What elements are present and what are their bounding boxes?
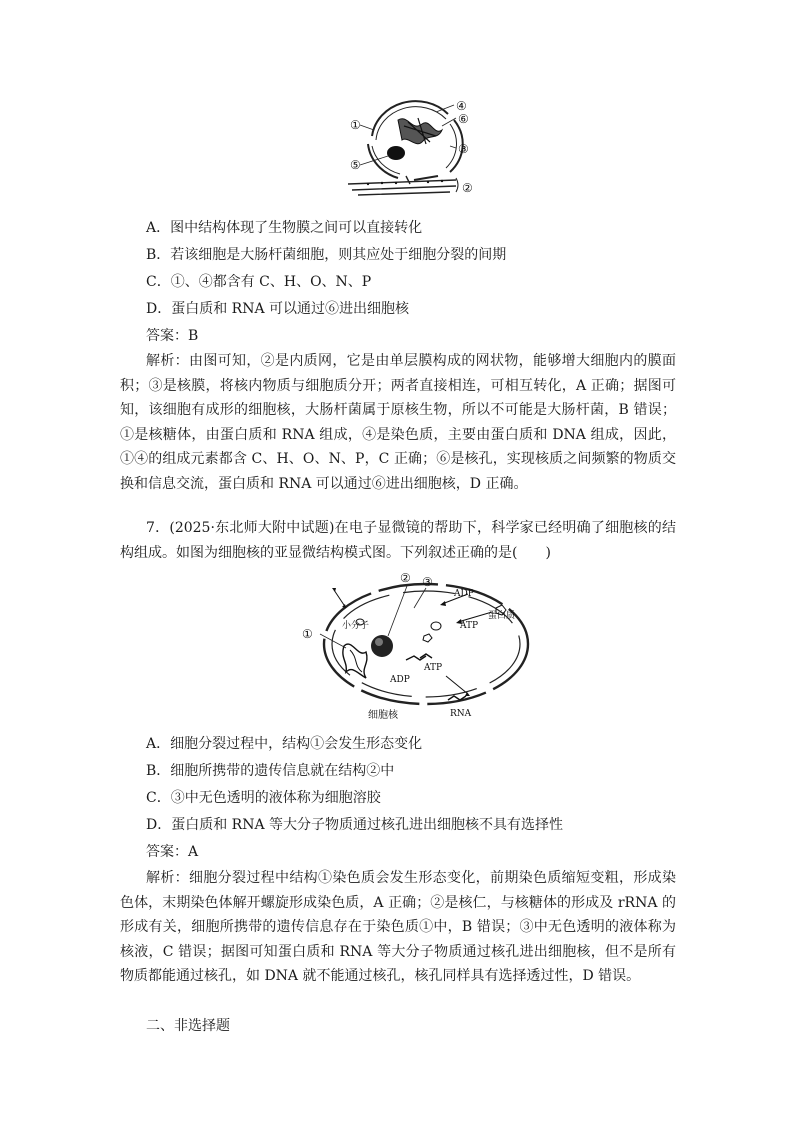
fig1-marker-4: ④ xyxy=(456,99,467,113)
fig2-label-small-molecule: 小分子 xyxy=(342,621,370,631)
fig2-label-atp-bottom: ATP xyxy=(424,663,443,673)
q6-option-b: B．若该细胞是大肠杆菌细胞，则其应处于细胞分裂的间期 xyxy=(146,247,507,263)
fig2-label-adp-bottom: ADP xyxy=(390,675,410,685)
fig2-marker-1: ① xyxy=(302,627,313,641)
q7-option-a: A．细胞分裂过程中，结构①会发生形态变化 xyxy=(146,736,423,752)
fig2-label-adp-top: ADP xyxy=(454,589,474,599)
q7-answer: 答案：A xyxy=(146,844,199,860)
fig2-caption-nucleus: 细胞核 xyxy=(368,710,398,721)
q7-option-b: B．细胞所携带的遗传信息就在结构②中 xyxy=(146,763,395,779)
q6-analysis: 解析：由图可知，②是内质网，它是由单层膜构成的网状物，能够增大细胞内的膜面积；③是核膜，将核内物质与细胞质分开；两者直接相连，可相互转化，A 正确；据图可知，该细胞有成形的细胞核，大肠杆菌属于原核生物，所以不可能是大肠杆菌，B 错误；①是核糖体，由蛋白质和 RNA 组成，④是染色质，主要由蛋白质和 DNA 组成，因此，①④的组成元素都含 C、H、O、N、P，C 正确；⑥是核孔，实现核质之间频繁的物质交换和信息交流，蛋白质和 RNA 可以通过⑥进出细胞核，D 正确。 xyxy=(120,353,676,492)
section-heading: 二、非选择题 xyxy=(146,1018,230,1034)
fig2-marker-3: ③ xyxy=(422,575,433,589)
q6-answer: 答案：B xyxy=(146,328,199,344)
fig1-marker-2: ② xyxy=(462,181,473,195)
q6-option-d: D．蛋白质和 RNA 可以通过⑥进出细胞核 xyxy=(146,301,410,317)
fig1-marker-6: ⑥ xyxy=(458,112,469,126)
fig2-marker-2: ② xyxy=(400,571,411,585)
fig2-label-atp-right: ATP xyxy=(460,621,479,631)
q7-analysis: 解析：细胞分裂过程中结构①染色质会发生形态变化，前期染色质缩短变粗，形成染色体，末期染色体解开螺旋形成染色质，A 正确；②是核仁，与核糖体的形成及 rRNA 的形成有关，细胞所携带的遗传信息存在于染色质①中，B 错误；③中无色透明的液体称为核液，C 错误；据图可知蛋白质和 RNA 等大分子物质通过核孔进出细胞核，但不是所有物质都能通过核孔，如 DNA 就不能通过核孔，核孔同样具有选择透过性，D 错误。 xyxy=(120,870,676,985)
q6-option-c: C．①、④都含有 C、H、O、N、P xyxy=(146,274,372,290)
fig1-marker-3: ③ xyxy=(458,142,469,156)
figure-nucleus-er xyxy=(338,96,498,200)
fig2-label-protein: 蛋白质 xyxy=(488,611,516,621)
q7-stem: 7．(2025·东北师大附中试题)在电子显微镜的帮助下，科学家已经明确了细胞核的结构组成。如图为细胞核的亚显微结构模式图。下列叙述正确的是( ) xyxy=(120,520,676,561)
fig1-marker-5: ⑤ xyxy=(350,158,361,172)
q6-option-a: A．图中结构体现了生物膜之间可以直接转化 xyxy=(146,220,423,236)
q7-option-c: C．③中无色透明的液体称为细胞溶胶 xyxy=(146,790,381,806)
fig2-label-rna: RNA xyxy=(450,709,472,719)
q7-option-d: D．蛋白质和 RNA 等大分子物质通过核孔进出细胞核不具有选择性 xyxy=(146,817,564,833)
fig1-marker-1: ① xyxy=(350,118,361,132)
figure-nucleus-structure xyxy=(296,568,556,724)
